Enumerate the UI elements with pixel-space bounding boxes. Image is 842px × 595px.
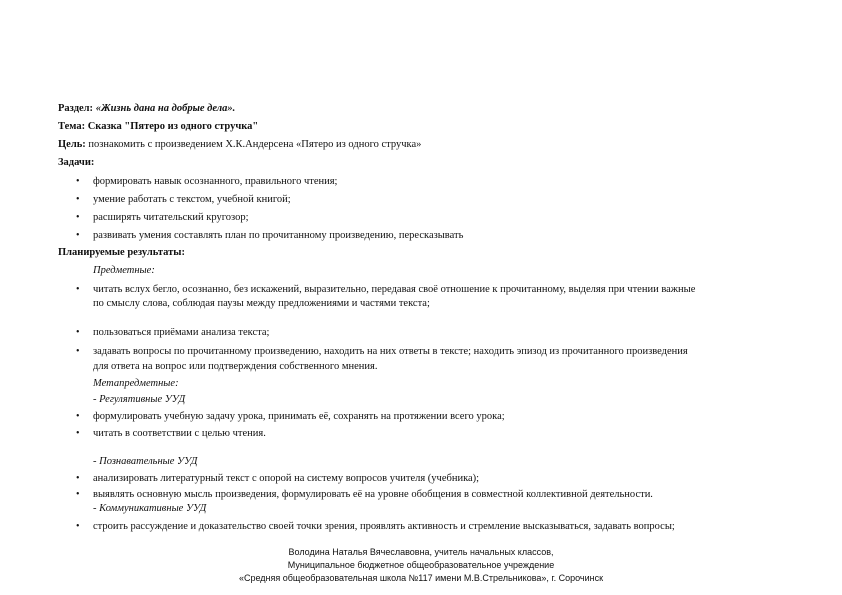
subject-item: читать вслух бегло, осознанно, без искажений, выразительно, передавая своё отношение к прочитанному, выделяя при чтении важные xyxy=(93,284,696,295)
bullet-icon: • xyxy=(76,212,80,223)
regulative-item: формулировать учебную задачу урока, принимать её, сохранять на протяжении всего урока; xyxy=(93,411,505,422)
subject-item: пользоваться приёмами анализа текста; xyxy=(93,327,270,338)
bullet-icon: • xyxy=(76,194,80,205)
bullet-icon: • xyxy=(76,521,80,532)
goal-line xyxy=(58,138,421,151)
bullet-icon: • xyxy=(76,284,80,295)
task-item: расширять читательский кругозор; xyxy=(93,212,249,223)
section-label: Раздел: xyxy=(58,103,94,114)
topic-value: Сказка "Пятеро из одного стручка" xyxy=(87,121,259,132)
subject-heading: Предметные: xyxy=(93,265,155,276)
bullet-icon: • xyxy=(76,489,80,500)
footer-school: «Средняя общеобразовательная школа №117 имени М.В.Стрельникова», г. Сорочинск xyxy=(238,573,604,583)
goal-value: познакомить с произведением Х.К.Андерсена «Пятеро из одного стручка» xyxy=(88,139,422,150)
communicative-heading: - Коммуникативные УУД xyxy=(93,503,207,514)
section-value: «Жизнь дана на добрые дела». xyxy=(95,103,236,114)
cognitive-heading: - Познавательные УУД xyxy=(93,456,198,467)
goal-label: Цель: xyxy=(58,139,86,150)
subject-item-continued: для ответа на вопрос или подтверждения собственного мнения. xyxy=(93,361,378,372)
results-heading: Планируемые результаты: xyxy=(58,247,185,258)
bullet-icon: • xyxy=(76,176,80,187)
meta-heading: Метапредметные: xyxy=(93,378,179,389)
bullet-icon: • xyxy=(76,327,80,338)
task-item: умение работать с текстом, учебной книгой; xyxy=(93,194,291,205)
bullet-icon: • xyxy=(76,230,80,241)
regulative-heading: - Регулятивные УУД xyxy=(93,394,186,405)
footer-author: Володина Наталья Вячеславовна, учитель начальных классов, xyxy=(288,547,554,557)
bullet-icon: • xyxy=(76,411,80,422)
cognitive-item: анализировать литературный текст с опорой на систему вопросов учителя (учебника); xyxy=(93,473,480,484)
section-line xyxy=(58,102,235,115)
tasks-heading: Задачи: xyxy=(58,157,95,168)
topic-line xyxy=(58,120,258,133)
task-item: развивать умения составлять план по прочитанному произведению, пересказывать xyxy=(93,230,464,241)
cognitive-item: выявлять основную мысль произведения, формулировать её на уровне обобщения в совместной коллективной деятельности. xyxy=(93,489,653,500)
bullet-icon: • xyxy=(76,473,80,484)
subject-item-continued: по смыслу слова, соблюдая паузы между предложениями и частями текста; xyxy=(93,298,430,309)
subject-item: задавать вопросы по прочитанному произведению, находить на них ответы в тексте; находить эпизод из прочитанного произведения xyxy=(93,346,688,357)
communicative-item: строить рассуждение и доказательство своей точки зрения, проявлять активность и стремление высказываться, задавать вопросы; xyxy=(93,521,675,532)
bullet-icon: • xyxy=(76,346,80,357)
regulative-item: читать в соответствии с целью чтения. xyxy=(93,428,266,439)
task-item: формировать навык осознанного, правильного чтения; xyxy=(93,176,338,187)
topic-label: Тема: xyxy=(58,121,86,132)
bullet-icon: • xyxy=(76,428,80,439)
footer-institution: Муниципальное бюджетное общеобразовательное учреждение xyxy=(287,560,555,570)
